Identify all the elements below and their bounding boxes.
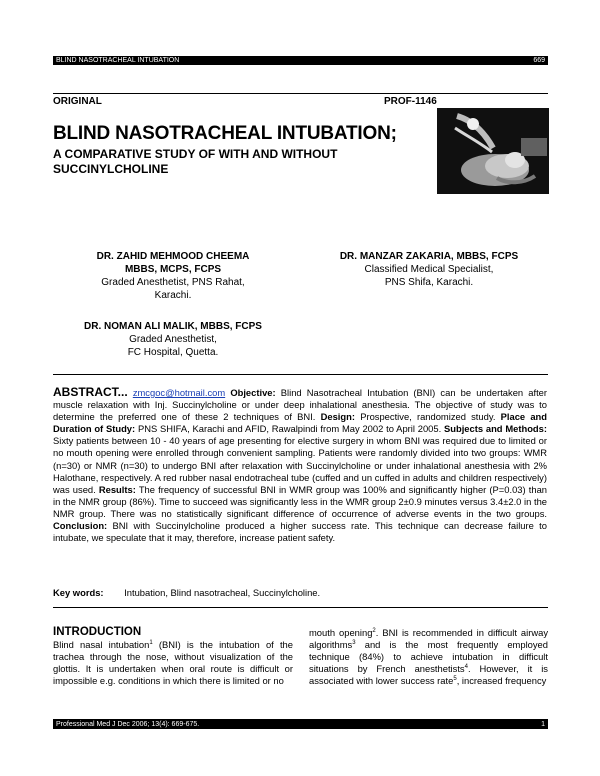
introduction-left-column <box>53 639 293 687</box>
intro-text: . However, it is associated with lower success rate <box>309 663 548 686</box>
author-name: DR. ZAHID MEHMOOD CHEEMA <box>96 251 250 262</box>
intro-text: and is the most frequently employed technique (84%) to achieve intubation in difficult situations by French anesthetists <box>309 639 548 674</box>
reference-marker: 1 <box>149 639 153 646</box>
page-number: 669 <box>533 57 545 64</box>
author-degrees: MBBS, MCPS, FCPS <box>124 264 222 275</box>
journal-footer <box>53 719 548 729</box>
author-position: Graded Anesthetist, <box>129 334 217 345</box>
author-location: FC Hospital, Quetta. <box>127 347 219 358</box>
article-title: BLIND NASOTRACHEAL INTUBATION; <box>53 123 397 144</box>
subjects-text: Sixty patients between 10 - 40 years of age presenting for elective surgery in whom BNI was required due to limited or no mouth opening were enrolled through convenient sampling. Patients were randomly divided into two groups: WMR (n=30) or NMR (n=30) to undergo BNI after relaxation with Succinylcholine or under inhalational anesthesia with 2% Halothane, respectively. A red rubber nasal endotracheal tube (cuffed and un cuffed in adults and children respectively) was used. <box>53 435 547 495</box>
abstract-rule-top <box>53 374 548 375</box>
abstract <box>53 386 547 544</box>
author-block-3 <box>316 250 542 289</box>
conclusion-label: Conclusion: <box>53 520 108 532</box>
objective-label: Objective: <box>230 387 276 398</box>
subjects-label: Subjects and Methods: <box>444 423 547 435</box>
introduction-right-column <box>309 627 548 687</box>
place-text: PNS SHIFA, Karachi and AFID, Rawalpindi from May 2002 to April 2005. <box>137 423 442 435</box>
keywords-label: Key words: <box>53 587 104 598</box>
reference-marker: 3 <box>352 639 356 646</box>
intubation-photo <box>437 108 549 194</box>
author-email-link[interactable]: zmcgoc@hotmail.com <box>132 387 226 398</box>
results-label: Results: <box>98 483 136 495</box>
author-location: Karachi. <box>154 290 192 301</box>
objective-text: Blind Nasotracheal Intubation (BNI) can be undertaken after muscle relaxation with Inj. Succinylcholine or under deep inhalational anesthesia. The objective of study was to determine the preferred one of these 2 techniques of BNI. <box>53 387 548 423</box>
running-header-title: BLIND NASOTRACHEAL INTUBATION <box>56 57 180 64</box>
design-text: Prospective, randomized study. <box>360 411 496 423</box>
author-degrees: , MBBS, FCPS <box>194 321 262 332</box>
conclusion-text: BNI with Succinylcholine produced a higher success rate. This technique can decrease failure to intubate, we speculate that it may, therefore, increase patient safety. <box>53 520 547 544</box>
author-position: Graded Anesthetist, PNS Rahat, <box>101 277 245 288</box>
abstract-rule-bottom <box>53 607 548 608</box>
design-label: Design: <box>320 411 355 423</box>
author-position: Classified Medical Specialist, <box>364 264 494 275</box>
article-subtitle: A COMPARATIVE STUDY OF WITH AND WITHOUT SUCCINYLCHOLINE <box>53 147 338 176</box>
reference-marker: 5 <box>453 675 457 682</box>
keywords <box>53 587 320 598</box>
journal-citation: Professional Med J Dec 2006; 13(4): 669-675. <box>56 720 200 728</box>
keywords-text: Intubation, Blind nasotracheal, Succinylcholine. <box>124 587 321 598</box>
reference-marker: 4 <box>464 663 468 670</box>
header-rule <box>53 93 548 94</box>
author-name: DR. MANZAR ZAKARIA, MBBS, FCPS <box>339 251 519 262</box>
author-name: DR. NOMAN ALI MALIK <box>84 321 195 332</box>
author-block-2 <box>60 320 286 359</box>
introduction-heading: INTRODUCTION <box>53 626 142 638</box>
footer-page-number: 1 <box>541 720 545 728</box>
abstract-heading: ABSTRACT... <box>53 385 128 399</box>
results-text: The frequency of successful BNI in WMR group was 100% and significantly higher (P=0.03) than in the NMR group (86%). Time to succeed was significantly less in the WMR group 2±0.9 minutes versus 3.4±2.0 in the NMR group. There was no statistically significant difference of occurrence of adverse events in the two groups. <box>53 483 548 519</box>
intro-text: mouth opening <box>309 627 373 638</box>
intro-text: . BNI is recommended in difficult airway algorithms <box>309 627 549 650</box>
reference-marker: 2 <box>372 627 376 634</box>
section-label: ORIGINAL <box>53 96 102 107</box>
intro-text: , increased frequency <box>456 675 547 686</box>
place-label: Place and Duration of Study: <box>53 411 547 435</box>
running-header <box>53 56 548 65</box>
intro-text: Blind nasal intubation <box>53 639 150 650</box>
author-location: PNS Shifa, Karachi. <box>384 277 474 288</box>
intro-text: (BNI) is the intubation of the trachea through the nose, without visualization of the glottis. It is undertaken when oral route is difficult or impossible e.g. conditions in which there is limited or no <box>53 639 293 686</box>
author-block-1 <box>60 250 286 302</box>
prof-id: PROF-1146 <box>384 96 437 107</box>
